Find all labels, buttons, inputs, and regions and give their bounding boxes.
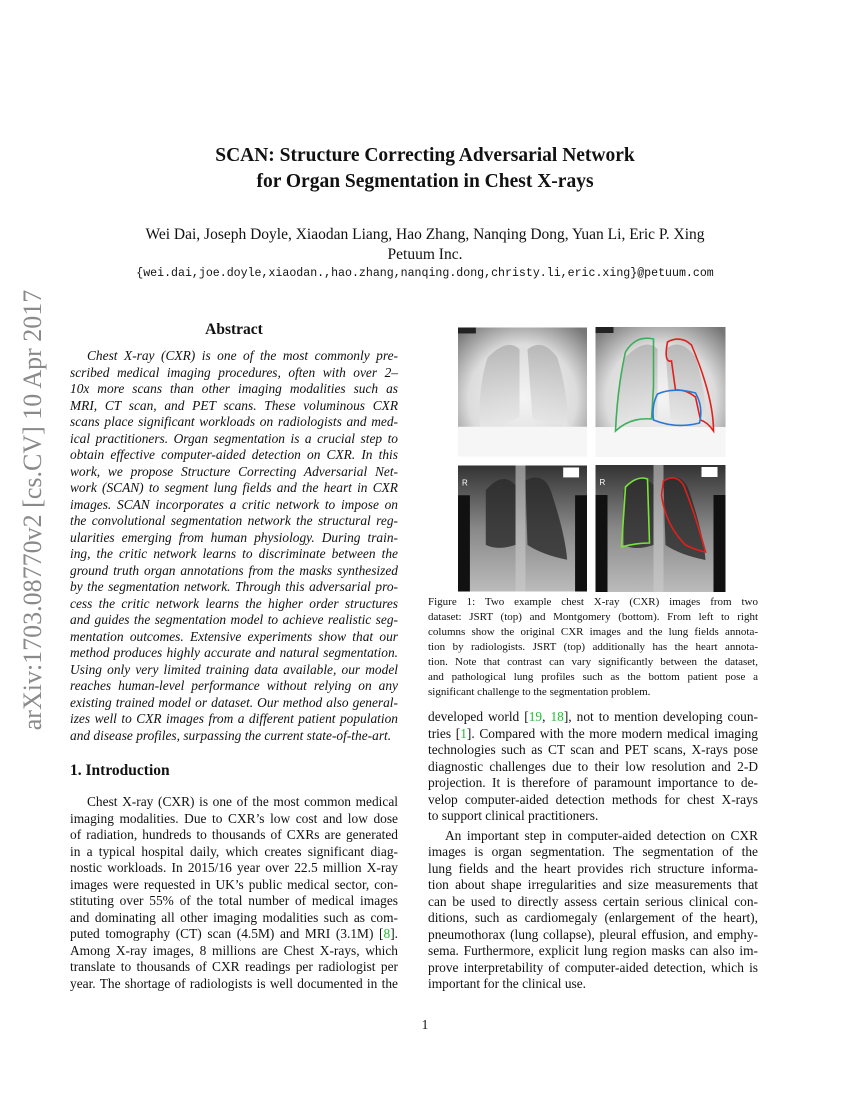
abstract-line: the convolutional segmentation network the structural reg-	[70, 513, 398, 528]
abstract-line: 10x more scans than other imaging modalities such as	[70, 381, 398, 396]
page-number: 1	[421, 1017, 429, 1032]
intro-line: nostic workloads. In 2015/16 year over 22.5 million X-ray	[70, 860, 398, 875]
intro-line: of radiation, hundreds to thousands of CXRs are generated	[70, 827, 398, 842]
intro-line: tion about shape irregularities and size measurements that	[428, 877, 758, 892]
intro-line: year. The shortage of radiologists is well documented in the	[70, 975, 398, 991]
xray-jsrt-annotated	[595, 327, 726, 457]
intro-line: diagnostic challenges due to their low resolution and 2-D	[428, 758, 758, 774]
paper-title-line1: SCAN: Structure Correcting Adversarial Network	[215, 145, 635, 166]
intro-line: lung fields and the heart provides rich structure informa-	[428, 860, 758, 876]
abstract-line: mentation outcomes. Extensive experiments show that our	[70, 628, 398, 644]
intro-line: imaging modalities. Due to CXR’s low cost and low dose	[70, 810, 398, 826]
intro-line: images is organ segmentation. The segmentation of the	[428, 844, 758, 859]
abstract-line: scans place significant workloads on radiologists and med-	[70, 414, 398, 429]
citation-link[interactable]: 8	[383, 926, 391, 941]
abstract-line: Using only very limited training data available, our model	[70, 661, 398, 677]
abstract-line: existing trained model or dataset. Our method also general-	[70, 694, 398, 710]
abstract-line: MRI, CT scan, and PET scans. These voluminous CXR	[70, 397, 398, 413]
intro-line: prove interpretability of computer-aided detection, which is	[428, 959, 758, 975]
abstract-line: ularities emerging from human physiology. During train-	[70, 529, 398, 545]
intro-line: tries [1]. Compared with the more modern medical imaging	[428, 725, 758, 741]
intro-line: in a typical hospital daily, which creates significant diag-	[70, 843, 398, 859]
caption-line: dataset: JSRT (top) and Montgomery (bottom). From left to right	[428, 611, 758, 623]
paper-title-line2: for Organ Segmentation in Chest X-rays	[256, 171, 594, 192]
intro-line: Chest X-ray (CXR) is one of the most common medical	[87, 794, 398, 809]
intro-line: can be used to directly assess certain serious clinical con-	[428, 893, 758, 909]
intro-line: An important step in computer-aided detection on CXR	[445, 827, 758, 843]
intro-line: sema. Furthermore, explicit lung region masks can also im-	[428, 943, 758, 958]
xray-montgomery-annotated	[595, 465, 726, 592]
intro-line: and dominating all other imaging modalities such as com-	[70, 909, 398, 925]
affiliation: Petuum Inc.	[387, 246, 463, 263]
author-list: Wei Dai, Joseph Doyle, Xiaodan Liang, Hao Zhang, Nanqing Dong, Yuan Li, Eric P. Xing	[145, 226, 705, 243]
abstract-line: by the segmentation network. Through this adversarial pro-	[70, 579, 398, 594]
xray-marker: R	[461, 478, 468, 488]
abstract-line: Chest X-ray (CXR) is one of the most commonly pre-	[87, 348, 398, 363]
caption-line: Figure 1: Two example chest X-ray (CXR) images from two	[428, 596, 758, 608]
abstract-line: scribed medical imaging procedures, often with over 2–	[70, 364, 398, 380]
intro-line: ditions, such as cardiomegaly (enlargement of the heart),	[428, 910, 758, 925]
introduction-heading: 1. Introduction	[70, 762, 170, 779]
intro-line: translate to thousands of CXR readings per radiologist per	[70, 959, 398, 974]
abstract-line: and disease profiles, surpassing the current state-of-the-art.	[70, 727, 392, 743]
intro-line: to support clinical practitioners.	[428, 808, 599, 823]
abstract-line: izes well to CXR images from a different patient population	[70, 711, 398, 726]
abstract-line: and guides the segmentation model to achieve realistic seg-	[70, 612, 398, 627]
abstract-line: work, we propose Structure Correcting Adversarial Net-	[70, 463, 398, 479]
intro-line: images were requested in UK’s public medical sector, con-	[70, 876, 398, 892]
xray-jsrt-original	[458, 327, 587, 457]
abstract-line: ing, the critic network learns to discriminate between the	[70, 546, 398, 561]
xray-montgomery-original	[458, 465, 587, 592]
caption-line: and pathological lung profiles such as the bottom patient pose a	[428, 671, 758, 683]
abstract-line: ground truth organ annotations from the masks synthesized	[70, 562, 398, 578]
intro-line: puted tomography (CT) scan (4.5M) and MRI (3.1M) [8].	[70, 926, 398, 941]
arxiv-identifier: arXiv:1703.08770v2 [cs.CV] 10 Apr 2017	[18, 289, 47, 731]
citation-link[interactable]: 1	[460, 725, 467, 741]
abstract-line: method produces highly accurate and natural segmentation.	[70, 645, 398, 660]
intro-line: technologies such as CT scan and PET scans, X-rays pose	[428, 742, 758, 757]
abstract-heading: Abstract	[205, 321, 263, 338]
intro-line: projection. It is therefore of paramount importance to de-	[428, 775, 758, 790]
abstract-line: images. SCAN incorporates a critic network to impose on	[70, 496, 398, 512]
intro-line: pneumothorax (lung collapse), pleural effusion, and emphy-	[428, 926, 758, 942]
intro-line: stituting over 55% of the total number of medical images	[70, 893, 398, 908]
caption-line: tion. Note that contrast can vary significantly between the dataset,	[428, 656, 758, 668]
abstract-line: work (SCAN) to segment lung fields and the heart in CXR	[70, 480, 398, 495]
intro-line: velop computer-aided detection methods for chest X-rays	[428, 791, 758, 807]
abstract-line: cess the critic network learns the higher order structures	[70, 595, 398, 611]
abstract-line: ical practitioners. Organ segmentation is a crucial step to	[70, 430, 398, 446]
xray-marker: R	[599, 478, 606, 487]
citation-link[interactable]: 18	[550, 709, 564, 724]
abstract-line: obtain effective computer-aided detection on CXR. In this	[70, 447, 398, 462]
author-emails: {wei.dai,joe.doyle,xiaodan.,hao.zhang,nanqing.dong,christy.li,eric.xing}@petuum.com	[136, 267, 714, 280]
abstract-line: reaches human-level performance without relying on any	[70, 678, 398, 693]
intro-line: developed world [19, 18], not to mention developing coun-	[428, 709, 758, 724]
caption-line: tion by radiologists. JSRT (top) additionally has the heart annota-	[428, 641, 758, 653]
intro-line: Among X-ray images, 8 millions are Chest X-rays, which	[70, 942, 398, 958]
intro-line: important for the clinical use.	[428, 976, 587, 991]
caption-line: columns show the original CXR images and the lung fields annota-	[428, 626, 758, 638]
citation-link[interactable]: 19	[528, 709, 543, 724]
caption-line: significant challenge to the segmentation problem.	[428, 686, 651, 698]
